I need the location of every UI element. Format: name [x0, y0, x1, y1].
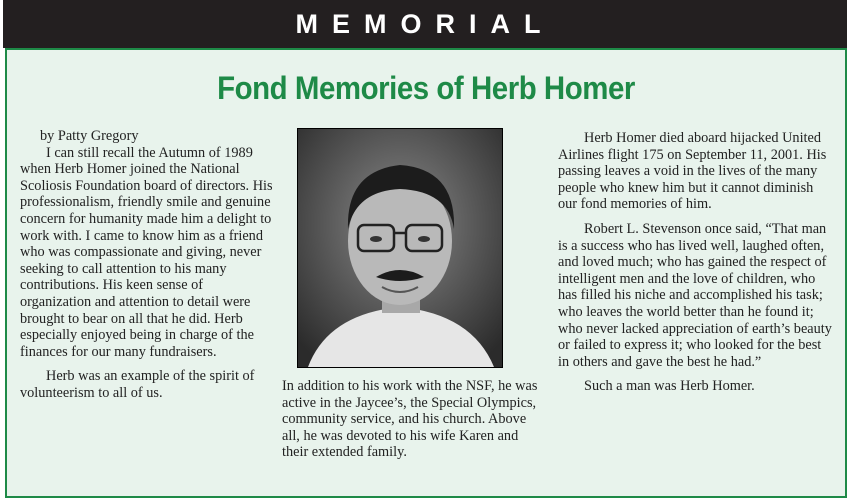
column-left: [20, 128, 275, 410]
paragraph: Such a man was Herb Homer.: [584, 378, 755, 395]
article-panel: [5, 48, 847, 498]
column-middle: [282, 378, 542, 469]
paragraph: Robert L. Stevenson once said, “That man is a success who has lived well, laughed often, and loved much; who has gained the respect of intelligent men and the love of children, who has filled his niche and accomplished his task; who leaves the world better than he found it; who never lacked appreciation of earth’s beauty or failed to express it; who looked for the best in others and gave the best he had.”: [558, 220, 832, 370]
column-right: [558, 130, 833, 403]
byline: by Patty Gregory: [40, 128, 139, 144]
section-label: MEMORIAL: [295, 8, 555, 39]
paragraph: In addition to his work with the NSF, he was active in the Jaycee’s, the Special Olympics, community service, and his church. Above all, he was devoted to his wife Karen and their extended family.: [282, 378, 538, 461]
section-banner: [3, 0, 847, 48]
paragraph: Herb was an example of the spirit of volunteerism to all of us.: [20, 368, 255, 401]
article-title: Fond Memories of Herb Homer: [217, 70, 635, 106]
portrait-image: [298, 129, 502, 367]
paragraph: I can still recall the Autumn of 1989 when Herb Homer joined the National Scoliosis Foundation board of directors. His professionalism, friendly smile and genuine concern for humanity made him a delight to work with. I came to know him as a friend who was compassionate and giving, never seeking to call attention to his many contributions. His keen sense of organization and attention to detail were brought to bear on all that he did. Herb especially enjoyed being in charge of the finances for our many fundraisers.: [20, 144, 273, 360]
paragraph: Herb Homer died aboard hijacked United Airlines flight 175 on September 11, 2001. His passing leaves a void in the lives of the many people who knew him but it cannot diminish our fond memories of him.: [558, 130, 827, 213]
portrait-photo: [297, 128, 503, 368]
